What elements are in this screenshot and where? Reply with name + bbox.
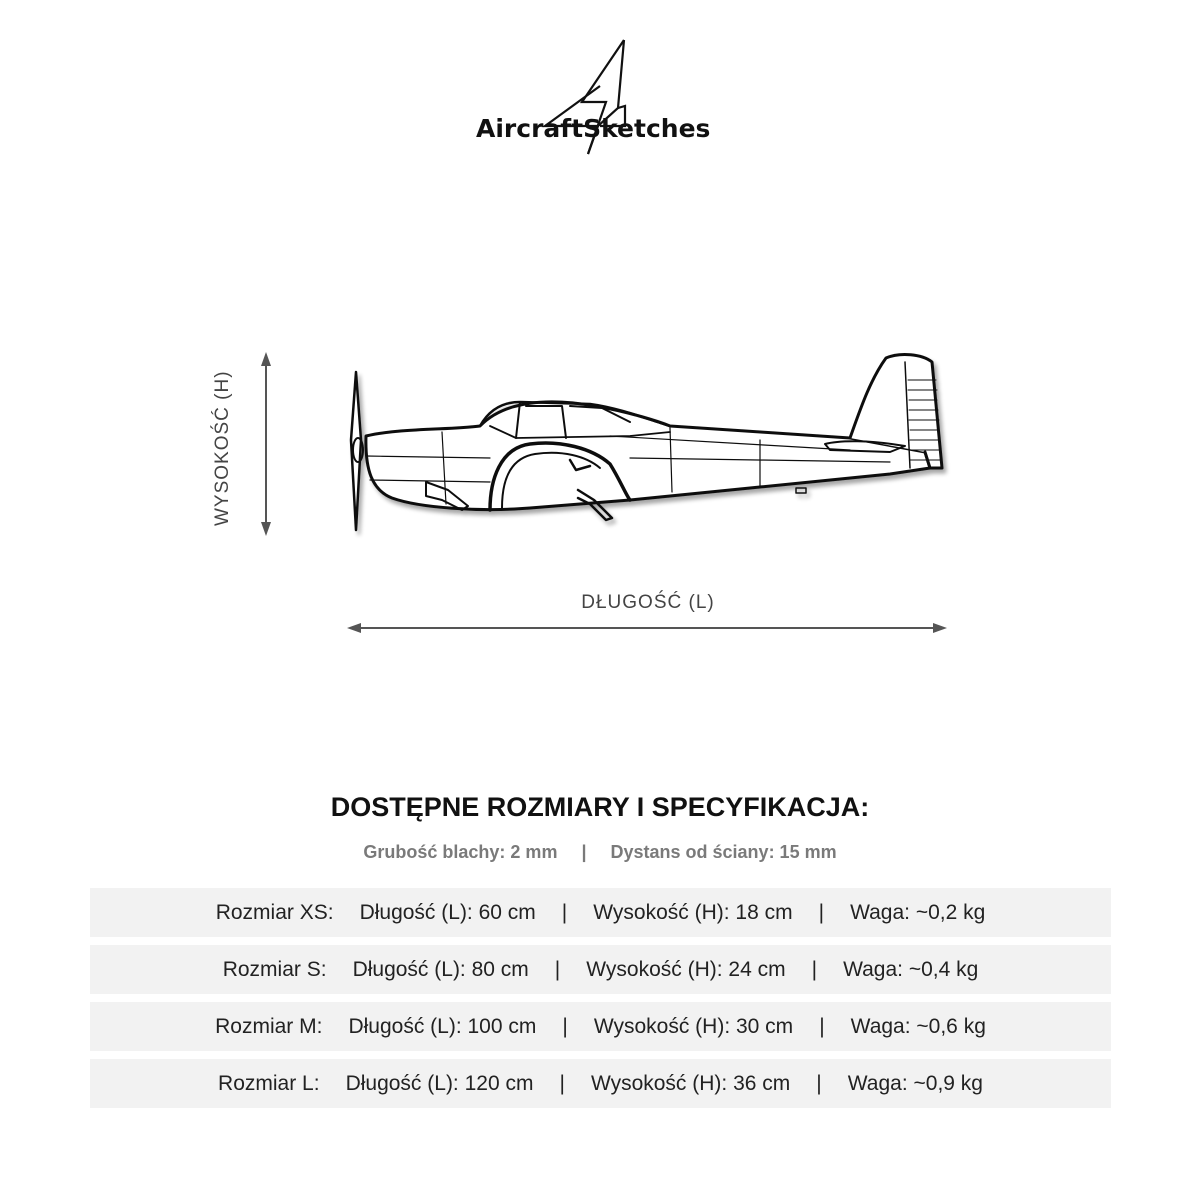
height-label: WYSOKOŚĆ (H) bbox=[212, 370, 233, 526]
size-name: Rozmiar M: bbox=[215, 1014, 323, 1038]
logo-text: AircraftSketches bbox=[476, 114, 711, 143]
size-weight: Waga: ~0,9 kg bbox=[847, 1071, 983, 1095]
separator: | bbox=[559, 1071, 565, 1095]
separator: | bbox=[581, 842, 587, 862]
wall-distance: Dystans od ściany: 15 mm bbox=[610, 842, 837, 862]
length-label: DŁUGOŚĆ (L) bbox=[581, 592, 715, 613]
size-name: Rozmiar L: bbox=[218, 1071, 320, 1095]
size-name: Rozmiar XS: bbox=[215, 900, 334, 924]
size-row-m bbox=[90, 1002, 1111, 1051]
separator: | bbox=[554, 957, 561, 981]
size-row-l bbox=[90, 1059, 1111, 1108]
separator: | bbox=[816, 1071, 822, 1095]
separator: | bbox=[819, 1014, 825, 1038]
specs-title: DOSTĘPNE ROZMIARY I SPECYFIKACJA: bbox=[330, 792, 870, 822]
size-length: Długość (L): 80 cm bbox=[352, 957, 529, 981]
separator: | bbox=[818, 900, 825, 924]
size-weight: Waga: ~0,2 kg bbox=[850, 900, 986, 924]
size-length: Długość (L): 100 cm bbox=[348, 1014, 537, 1038]
size-row-xs bbox=[90, 888, 1111, 937]
size-height: Wysokość (H): 18 cm bbox=[593, 900, 793, 924]
size-height: Wysokość (H): 36 cm bbox=[590, 1071, 791, 1095]
aircraft-sketch bbox=[330, 340, 960, 550]
size-height: Wysokość (H): 24 cm bbox=[586, 957, 786, 981]
size-length: Długość (L): 60 cm bbox=[359, 900, 536, 924]
size-length: Długość (L): 120 cm bbox=[345, 1071, 534, 1095]
separator: | bbox=[561, 900, 568, 924]
size-row-s bbox=[90, 945, 1111, 994]
specs-subtitle bbox=[0, 842, 1200, 863]
size-name: Rozmiar S: bbox=[222, 957, 327, 981]
sheet-thickness: Grubość blachy: 2 mm bbox=[363, 842, 558, 862]
separator: | bbox=[562, 1014, 568, 1038]
separator: | bbox=[811, 957, 818, 981]
size-height: Wysokość (H): 30 cm bbox=[593, 1014, 794, 1038]
size-weight: Waga: ~0,6 kg bbox=[850, 1014, 986, 1038]
size-weight: Waga: ~0,4 kg bbox=[843, 957, 979, 981]
brand-logo bbox=[470, 36, 730, 160]
